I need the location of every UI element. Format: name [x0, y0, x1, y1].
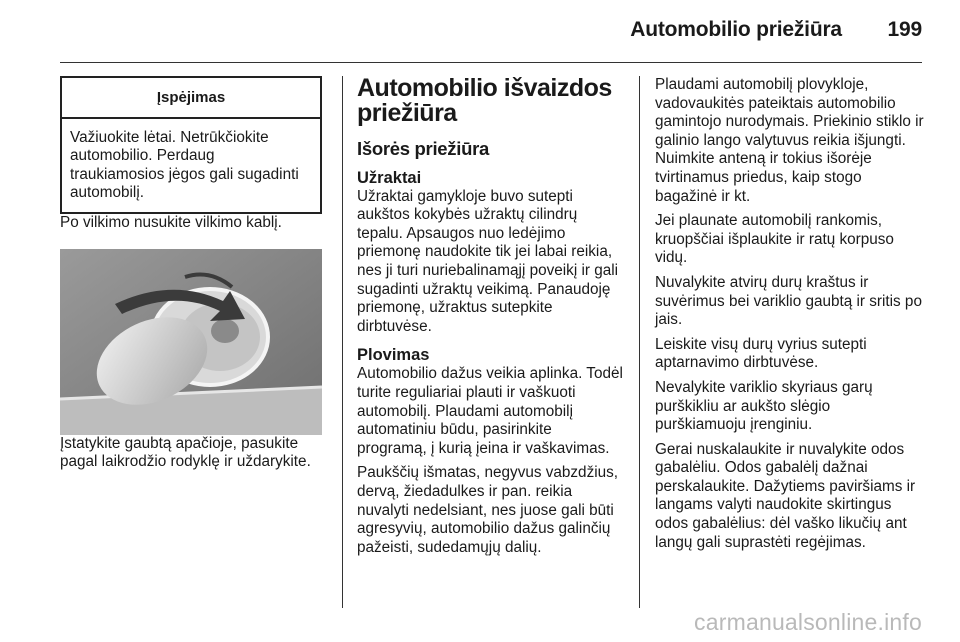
section-title: Automobilio išvaizdos priežiūra: [357, 74, 612, 127]
locks-text: Užraktai gamykloje buvo sutepti aukštos kokybės užraktų cilindrų tepalu. Apsaugos nuo ledėjimo priemonę naudokite tik jei labai reikia, nes ji turi nuriebalinamąjį poveikį ir gali sugadinti užraktų veikimą. Panaudoję priemonę, užraktus sutepkite dirbtuvėse.: [357, 187, 619, 335]
cover-drawing: [60, 249, 322, 435]
column-1: [60, 76, 325, 478]
paragraph: Leiskite visų durų vyrius sutepti aptarnavimo dirbtuvėse.: [655, 335, 867, 372]
figure-caption: Įstatykite gaubtą apačioje, pasukite pagal laikrodžio rodyklę ir uždarykite.: [60, 434, 311, 471]
locks-heading: Užraktai: [357, 168, 422, 187]
page-number: 199: [887, 18, 922, 41]
warning-heading: Įspėjimas: [62, 78, 320, 119]
towing-hook-text: Po vilkimo nusukite vilkimo kablį.: [60, 213, 282, 231]
warning-box: [60, 76, 322, 214]
paragraph: Jei plaunate automobilį rankomis, kruopščiai išplaukite ir ratų korpuso vidų.: [655, 212, 894, 267]
washing-text-1: Automobilio dažus veikia aplinka. Todėl turite reguliariai plauti ir vaškuoti automobilį. Plaudami automobilį automatiniu būdu, pasirinkite programą, į kurią įeina ir vaškavimas.: [357, 365, 623, 457]
tow-eye-cover-illustration: [60, 249, 322, 435]
paragraph: Nuvalykite atvirų durų kraštus ir suvėrimus bei variklio gaubtą ir sritis po jais.: [655, 273, 922, 329]
header-rule: [60, 62, 922, 63]
paragraph: Plaudami automobilį plovykloje, vadovaukitės pateiktais automobilio gamintojo nurodymais. Priekinio stiklo ir galinio lango valytuvus reikia išjungti. Nuimkite anteną ir tokius išorėje tvirtinamus priedus, kaip stogo bagažinė ir kt.: [655, 76, 924, 205]
column-divider-2: [639, 76, 640, 608]
paragraph: Nevalykite variklio skyriaus garų purškikliu ar aukšto slėgio purškiamuoju įrenginiu.: [655, 378, 873, 434]
warning-text: Važiuokite lėtai. Netrūkčiokite automobilio. Perdaug traukiamosios jėgos gali sugadinti automobilį.: [70, 128, 299, 202]
subsection-title: Išorės priežiūra: [357, 138, 489, 159]
column-divider-1: [342, 76, 343, 608]
paragraph: Gerai nuskalaukite ir nuvalykite odos gabalėliu. Odos gabalėlį dažnai perskalaukite. Dažytiems paviršiams ir langams valyti naudokite skirtingus odos gabalėlius: dėl vaško likučių ant langų gali suprastėti regėjimas.: [655, 440, 916, 551]
header-title: Automobilio priežiūra: [630, 18, 842, 41]
column-3: [655, 76, 925, 558]
washing-heading: Plovimas: [357, 346, 430, 365]
washing-text-2: Paukščių išmatas, negyvus vabzdžius, dervą, žiedadulkes ir pan. reikia nuvalyti nedelsiant, nes juose gali būti agresyvių, automobilio dažus galinčių pažeisti, sudedamųjų dalių.: [357, 464, 619, 556]
watermark: carmanualsonline.info: [694, 609, 922, 635]
page-header: [630, 18, 922, 42]
column-2: [357, 76, 625, 563]
